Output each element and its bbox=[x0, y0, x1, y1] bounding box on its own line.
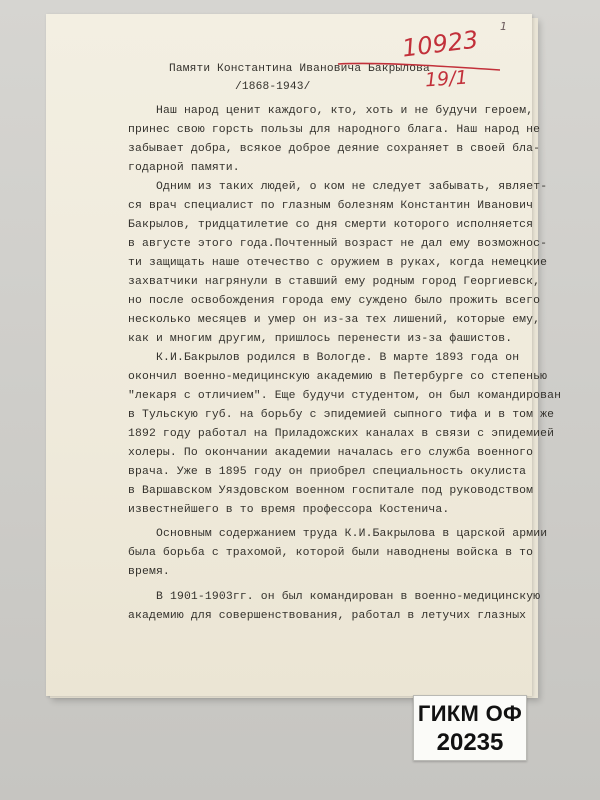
text-line: академию для совершенствования, работал в летучих глазных bbox=[128, 610, 527, 622]
text-line: как и многим другим, пришлось перенести из-за фашистов. bbox=[128, 333, 513, 345]
archive-inventory-label bbox=[413, 695, 527, 761]
document-title: Памяти Константина Ивановича Бакрылова bbox=[169, 63, 430, 75]
text-line: Наш народ ценит каждого, кто, хоть и не будучи героем, bbox=[156, 105, 534, 117]
archive-label-number: 20235 bbox=[436, 729, 504, 756]
text-line: К.И.Бакрылов родился в Вологде. В марте 1893 года он bbox=[156, 352, 520, 364]
document-years: /1868-1943/ bbox=[235, 81, 311, 93]
text-line: в августе этого года.Почтенный возраст не дал ему возможнос- bbox=[128, 238, 548, 250]
text-line: захватчики нагрянули в ставший ему родным город Георгиевск, bbox=[128, 276, 541, 288]
text-line: в Тульскую губ. на борьбу с эпидемией сыпного тифа и в том же bbox=[128, 409, 555, 421]
text-line: ся врач специалист по глазным болезням Константин Иванович bbox=[128, 200, 534, 212]
text-line: Основным содержанием труда К.И.Бакрылова в царской армии bbox=[156, 528, 548, 540]
text-line: несколько месяцев и умер он из-за тех лишений, которые ему, bbox=[128, 314, 541, 326]
text-line: годарной памяти. bbox=[128, 162, 240, 174]
text-line: ти защищать наше отечество с оружием в руках, когда немецкие bbox=[128, 257, 548, 269]
sheet-number-handwritten: 19/1 bbox=[424, 66, 469, 92]
page-mark-handwritten: 1 bbox=[500, 20, 507, 33]
text-line: была борьба с трахомой, которой были наводнены войска в то bbox=[128, 547, 534, 559]
text-line: известнейшего в то время профессора Костенича. bbox=[128, 504, 450, 516]
text-line: Одним из таких людей, о ком не следует забывать, являет- bbox=[156, 181, 548, 193]
text-line: забывает добра, всякое доброе деяние сохраняет в своей бла- bbox=[128, 143, 541, 155]
text-line: "лекаря с отличием". Еще будучи студентом, он был командирован bbox=[128, 390, 562, 402]
text-line: принес свою горсть пользы для народного блага. Наш народ не bbox=[128, 124, 541, 136]
text-line: в Варшавском Уяздовском военном госпитале под руководством bbox=[128, 485, 534, 497]
text-line: 1892 году работал на Приладожских каналах в связи с эпидемией bbox=[128, 428, 555, 440]
text-line: но после освобождения города ему суждено было прожить всего bbox=[128, 295, 541, 307]
text-line: Бакрылов, тридцатилетие со дня смерти которого исполняется bbox=[128, 219, 534, 231]
archive-label-collection: ГИКМ ОФ bbox=[417, 701, 523, 726]
text-line: время. bbox=[128, 566, 170, 578]
inventory-number-handwritten: 10923 bbox=[400, 25, 480, 63]
document-sheet bbox=[46, 14, 562, 696]
text-line: окончил военно-медицинскую академию в Петербурге со степенью bbox=[128, 371, 548, 383]
text-line: холеры. По окончании академии началась его служба военного bbox=[128, 447, 534, 459]
text-line: В 1901-1903гг. он был командирован в военно-медицинскую bbox=[156, 591, 541, 603]
text-line: врача. Уже в 1895 году он приобрел специальность окулиста bbox=[128, 466, 527, 478]
